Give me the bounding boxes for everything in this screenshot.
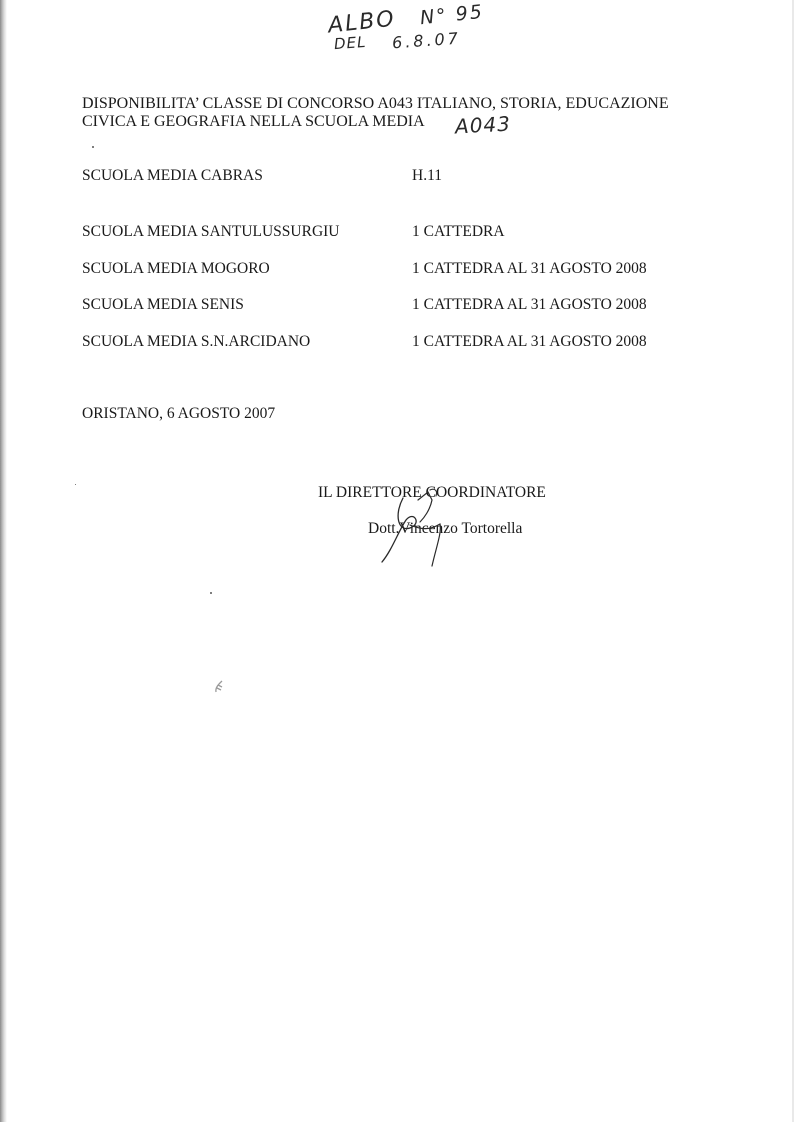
signatory-title: IL DIRETTORE COORDINATORE [318,484,546,501]
handwritten-albo: ALBO [326,6,397,39]
school-availability: 1 CATTEDRA AL 31 AGOSTO 2008 [412,296,647,313]
document-title-line-2: CIVICA E GEOGRAFIA NELLA SCUOLA MEDIA [82,113,425,130]
school-availability: 1 CATTEDRA AL 31 AGOSTO 2008 [412,260,647,277]
school-availability: 1 CATTEDRA AL 31 AGOSTO 2008 [412,333,647,350]
document-title-line-1: DISPONIBILITA’ CLASSE DI CONCORSO A043 ITALIANO, STORIA, EDUCAZIONE [82,95,669,112]
scan-dot [210,592,212,594]
place-date: ORISTANO, 6 AGOSTO 2007 [82,405,276,422]
school-name: SCUOLA MEDIA MOGORO [82,260,270,277]
signatory-name: Dott.Vincenzo Tortorella [368,520,523,537]
school-name: SCUOLA MEDIA SENIS [82,296,244,313]
scan-speck [212,678,226,696]
handwritten-code: A043 [454,111,512,139]
school-availability: H.11 [412,167,442,184]
school-name: SCUOLA MEDIA CABRAS [82,167,263,184]
scan-dot [75,484,76,485]
handwritten-date: 6.8.07 [391,28,462,53]
school-name: SCUOLA MEDIA S.N.ARCIDANO [82,333,311,350]
scan-dot [92,146,94,148]
scan-left-edge [0,0,7,1122]
handwritten-number: N° 95 [419,0,485,30]
school-name: SCUOLA MEDIA SANTULUSSURGIU [82,223,340,240]
school-availability: 1 CATTEDRA [412,223,505,240]
handwritten-del: DEL [333,32,367,54]
